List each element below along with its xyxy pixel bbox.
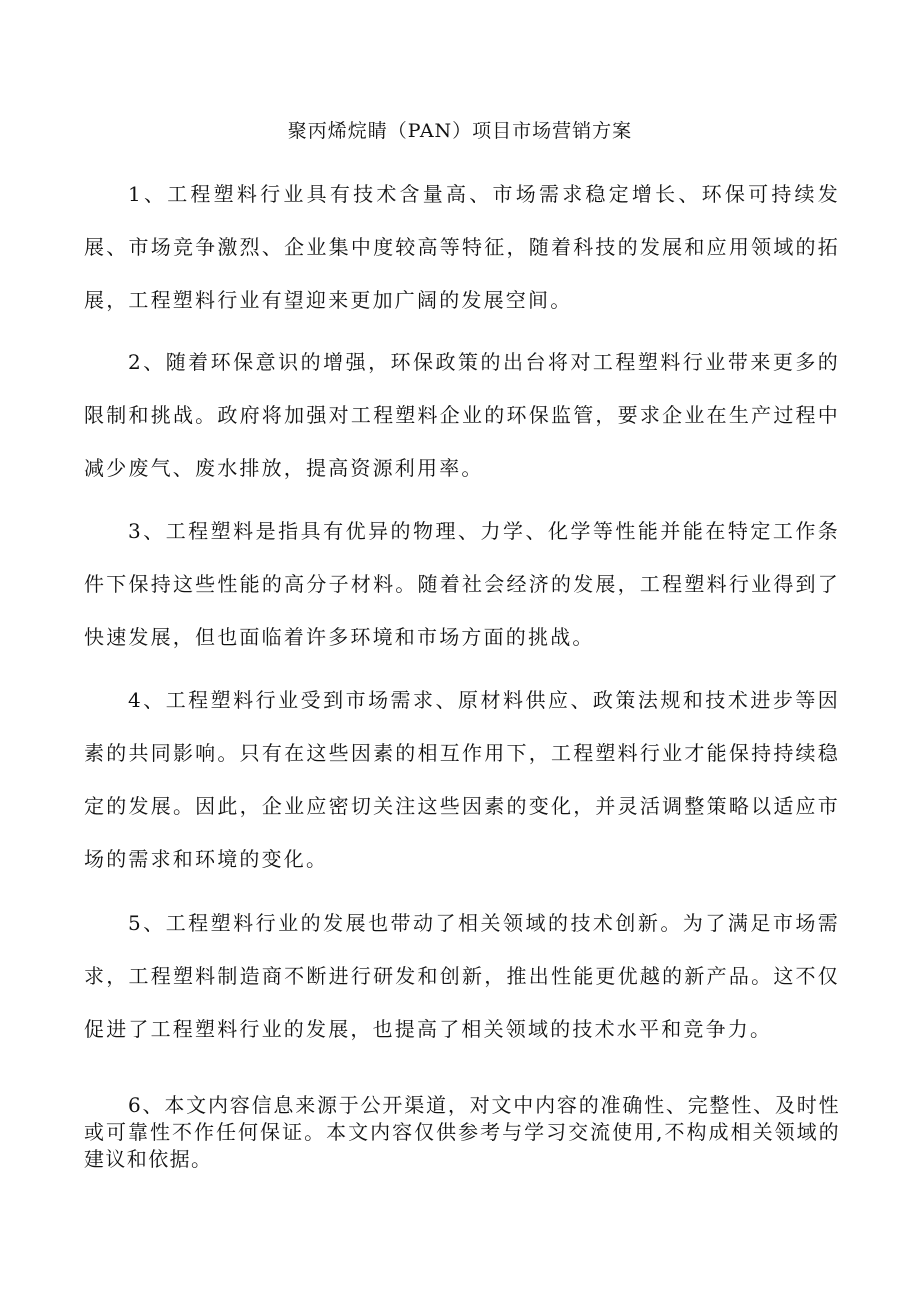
document-title: 聚丙烯烷睛（PAN）项目市场营销方案 — [287, 120, 633, 142]
paragraph-4: 4、工程塑料行业受到市场需求、原材料供应、政策法规和技术进步等因素的共同影响。只有在这些因素的相互作用下，工程塑料行业才能保持持续稳定的发展。因此，企业应密切关注这些因素的变化，并灵活调整策略以适应市场的需求和环境的变化。 — [84, 688, 840, 871]
paragraph-3: 3、工程塑料是指具有优异的物理、力学、化学等性能并能在特定工作条件下保持这些性能的高分子材料。随着社会经济的发展，工程塑料行业得到了快速发展，但也面临着许多环境和市场方面的挑战。 — [84, 519, 840, 649]
paragraph-6-disclaimer: 6、本文内容信息来源于公开渠道，对文中内容的准确性、完整性、及时性或可靠性不作任何保证。本文内容仅供参考与学习交流使用,不构成相关领域的建议和依据。 — [84, 1093, 840, 1171]
paragraph-5: 5、工程塑料行业的发展也带动了相关领域的技术创新。为了满足市场需求，工程塑料制造商不断进行研发和创新，推出性能更优越的新产品。这不仅促进了工程塑料行业的发展，也提高了相关领域的技术水平和竞争力。 — [84, 911, 840, 1041]
paragraph-2: 2、随着环保意识的增强，环保政策的出台将对工程塑料行业带来更多的限制和挑战。政府将加强对工程塑料企业的环保监管，要求企业在生产过程中减少废气、废水排放，提高资源利用率。 — [84, 350, 840, 480]
paragraph-1: 1、工程塑料行业具有技术含量高、市场需求稳定增长、环保可持续发展、市场竞争激烈、企业集中度较高等特征，随着科技的发展和应用领域的拓展，工程塑料行业有望迎来更加广阔的发展空间。 — [84, 182, 840, 312]
